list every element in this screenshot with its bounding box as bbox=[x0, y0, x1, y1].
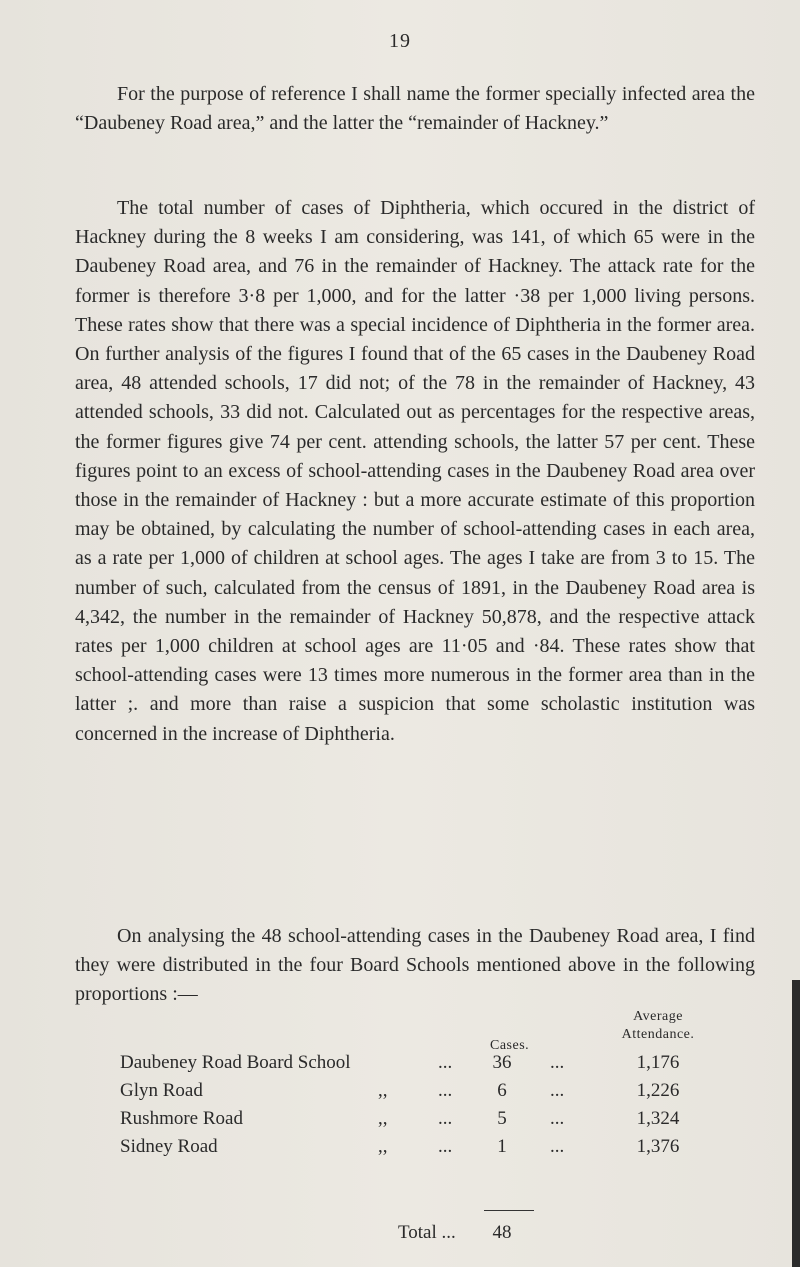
average-attendance: 1,226 bbox=[636, 1080, 680, 1101]
paragraph-school-distribution bbox=[75, 922, 755, 1010]
page-number: 19 bbox=[389, 30, 411, 52]
leader-dots: ... bbox=[438, 1136, 453, 1157]
leader-dots: ... bbox=[550, 1108, 565, 1129]
school-name: Daubeney Road Board School bbox=[120, 1052, 351, 1073]
total-value: 48 bbox=[492, 1222, 512, 1243]
case-count: 1 bbox=[497, 1136, 507, 1157]
school-name: Rushmore Road bbox=[120, 1108, 243, 1129]
case-count: 36 bbox=[492, 1052, 512, 1073]
table-row bbox=[120, 1108, 720, 1134]
column-header-attendance-line2: Attendance. bbox=[621, 1027, 695, 1042]
average-attendance: 1,176 bbox=[636, 1052, 680, 1073]
leader-dots: ... bbox=[550, 1052, 565, 1073]
leader-dots: ... bbox=[550, 1136, 565, 1157]
ditto-mark: ,, bbox=[378, 1108, 388, 1129]
column-header-cases: Cases. bbox=[490, 1038, 530, 1053]
ditto-mark: ,, bbox=[378, 1080, 388, 1101]
paragraph-reference-text: For the purpose of reference I shall name the former specially infected area the “Daubeney Road area,” and the latter the “remainder of Hackney.” bbox=[75, 83, 755, 135]
paragraph-case-analysis bbox=[75, 194, 755, 749]
total-label: Total ... bbox=[398, 1222, 456, 1243]
case-count: 5 bbox=[497, 1108, 507, 1129]
table-row bbox=[120, 1080, 720, 1106]
case-count: 6 bbox=[497, 1080, 507, 1101]
school-name: Glyn Road bbox=[120, 1080, 203, 1101]
paragraph-reference bbox=[75, 80, 755, 138]
average-attendance: 1,376 bbox=[636, 1136, 680, 1157]
page-edge-shadow bbox=[792, 980, 800, 1267]
leader-dots: ... bbox=[550, 1080, 565, 1101]
school-name: Sidney Road bbox=[120, 1136, 218, 1157]
average-attendance: 1,324 bbox=[636, 1108, 680, 1129]
paragraph-case-analysis-text: The total number of cases of Diphtheria, which occured in the district of Hackney during the 8 weeks I am considering, was 141, of which 65 were in the Daubeney Road area, and 76 in the remainder of Hackney. The attack rate for the former is therefore 3·8 per 1,000, and for the latter ·38 per 1,000 living persons. These rates show that there was a special incidence of Diphtheria in the former area. On further analysis of the figures I found that of the 65 cases in the Daubeney Road area, 48 attended schools, 17 did not; of the 78 in the remainder of Hackney, 43 attended schools, 33 did not. Calculated out as percentages for the respective areas, the former figures give 74 per cent. attending schools, the latter 57 per cent. These figures point to an excess of school-attending cases in the Daubeney Road area over those in the remainder of Hackney : but a more accurate estimate of this proportion may be obtained, by calculating the number of school-attending cases in each area, as a rate per 1,000 of children at school ages. The ages I take are from 3 to 15. The number of such, calculated from the census of 1891, in the Daubeney Road area is 4,342, the number in the remainder of Hackney 50,878, and the respective attack rates per 1,000 children at school ages are 11·05 and ·84. These rates show that school-attending cases were 13 times more numerous in the former area than in the latter ;. and more than raise a suspicion that some scholastic institution was concerned in the increase of Diphtheria. bbox=[75, 197, 755, 745]
total-rule bbox=[484, 1210, 534, 1211]
column-header-attendance-line1: Average bbox=[633, 1009, 683, 1024]
leader-dots: ... bbox=[438, 1052, 453, 1073]
ditto-mark: ,, bbox=[378, 1136, 388, 1157]
table-row bbox=[120, 1136, 720, 1162]
table-row bbox=[120, 1052, 720, 1078]
paragraph-school-distribution-text: On analysing the 48 school-attending cases in the Daubeney Road area, I find they were distributed in the four Board Schools mentioned above in the following proportions :— bbox=[75, 925, 755, 1006]
column-header-attendance bbox=[598, 1008, 718, 1044]
leader-dots: ... bbox=[438, 1080, 453, 1101]
leader-dots: ... bbox=[438, 1108, 453, 1129]
